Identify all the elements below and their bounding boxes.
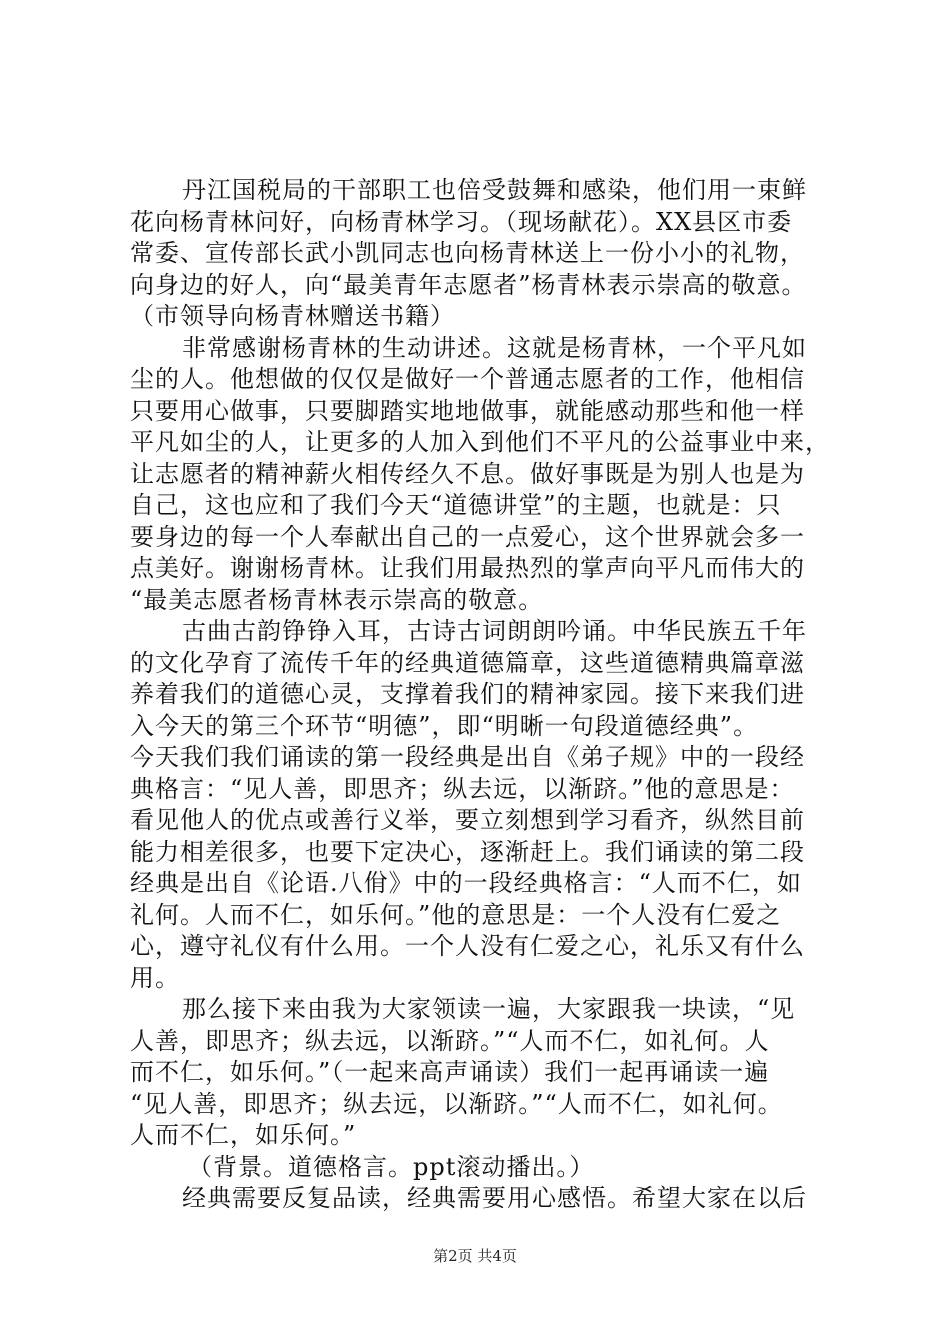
text-line: （市领导向杨青林赠送书籍）	[130, 302, 455, 330]
text-line: 典格言：“见人善，即思齐；纵去远，以渐跻。”他的意思是：	[130, 774, 795, 803]
text-line: “最美志愿者杨青林表示崇高的敬意。	[130, 585, 544, 614]
text-line: 经典是出自《论语.八佾》中的一段经典格言：“人而不仁，如	[130, 869, 802, 897]
text-line: 心，遵守礼仪有什么用。一个人没有仁爱之心，礼乐又有什么	[130, 932, 805, 960]
text-line: 只要用心做事，只要脚踏实地地做事，就能感动那些和他一样	[130, 396, 805, 425]
text-line: 要身边的每一个人奉献出自己的一点爱心，这个世界就会多一	[130, 522, 805, 551]
text-line: 用。	[130, 963, 180, 992]
text-line: （背景。道德格言。ppt滚动播出。）	[188, 1152, 595, 1181]
text-line: 让志愿者的精神薪火相传经久不息。做好事既是为别人也是为	[130, 459, 805, 488]
text-line: 常委、宣传部长武小凯同志也向杨青林送上一份小小的礼物，	[130, 239, 805, 267]
text-line: 古曲古韵铮铮入耳，古诗古词朗朗吟诵。中华民族五千年	[182, 617, 807, 645]
text-line: 今天我们我们诵读的第一段经典是出自《弟子规》中的一段经	[130, 743, 805, 771]
text-line: 而不仁，如乐何。”（一起来高声诵读）我们一起再诵读一遍	[130, 1058, 770, 1086]
text-line: “见人善，即思齐；纵去远，以渐跻。”“人而不仁，如礼何。	[130, 1089, 783, 1118]
text-line: 尘的人。他想做的仅仅是做好一个普通志愿者的工作，他相信	[130, 365, 805, 393]
text-line: 平凡如尘的人，让更多的人加入到他们不平凡的公益事业中来，	[130, 428, 830, 456]
text-line: 礼何。人而不仁，如乐何。”他的意思是：一个人没有仁爱之	[130, 900, 782, 929]
text-line: 向身边的好人，向“最美青年志愿者”杨青林表示崇高的敬意。	[130, 270, 807, 299]
text-line: 点美好。谢谢杨青林。让我们用最热烈的掌声向平凡而伟大的	[130, 554, 805, 582]
text-line: 养着我们的道德心灵，支撑着我们的精神家园。接下来我们进	[130, 680, 805, 708]
text-line: 的文化孕育了流传千年的经典道德篇章，这些道德精典篇章滋	[130, 648, 805, 677]
text-line: 自己，这也应和了我们今天“道德讲堂”的主题，也就是：只	[130, 491, 782, 519]
text-line: 经典需要反复品读，经典需要用心感悟。希望大家在以后	[182, 1184, 807, 1212]
text-line: 丹江国税局的干部职工也倍受鼓舞和感染，他们用一束鲜	[182, 176, 807, 204]
text-line: 那么接下来由我为大家领读一遍，大家跟我一块读，“见	[182, 995, 796, 1023]
text-line: 人而不仁，如乐何。”	[130, 1121, 357, 1149]
text-line: 花向杨青林问好，向杨青林学习。（现场献花）。XX县区市委	[130, 207, 793, 236]
text-line: 能力相差很多，也要下定决心，逐渐赶上。我们诵读的第二段	[130, 837, 805, 866]
page-number-footer: 第2页 共4页	[433, 1247, 517, 1265]
text-line: 人善，即思齐；纵去远，以渐跻。”“人而不仁，如礼何。人	[130, 1026, 770, 1055]
text-line: 入今天的第三个环节“明德”，即“明晰一句段道德经典”。	[130, 711, 759, 740]
text-line: 看见他人的优点或善行义举，要立刻想到学习看齐，纵然目前	[130, 806, 805, 834]
document-body	[130, 175, 850, 1215]
text-line: 非常感谢杨青林的生动讲述。这就是杨青林，一个平凡如	[182, 333, 807, 362]
